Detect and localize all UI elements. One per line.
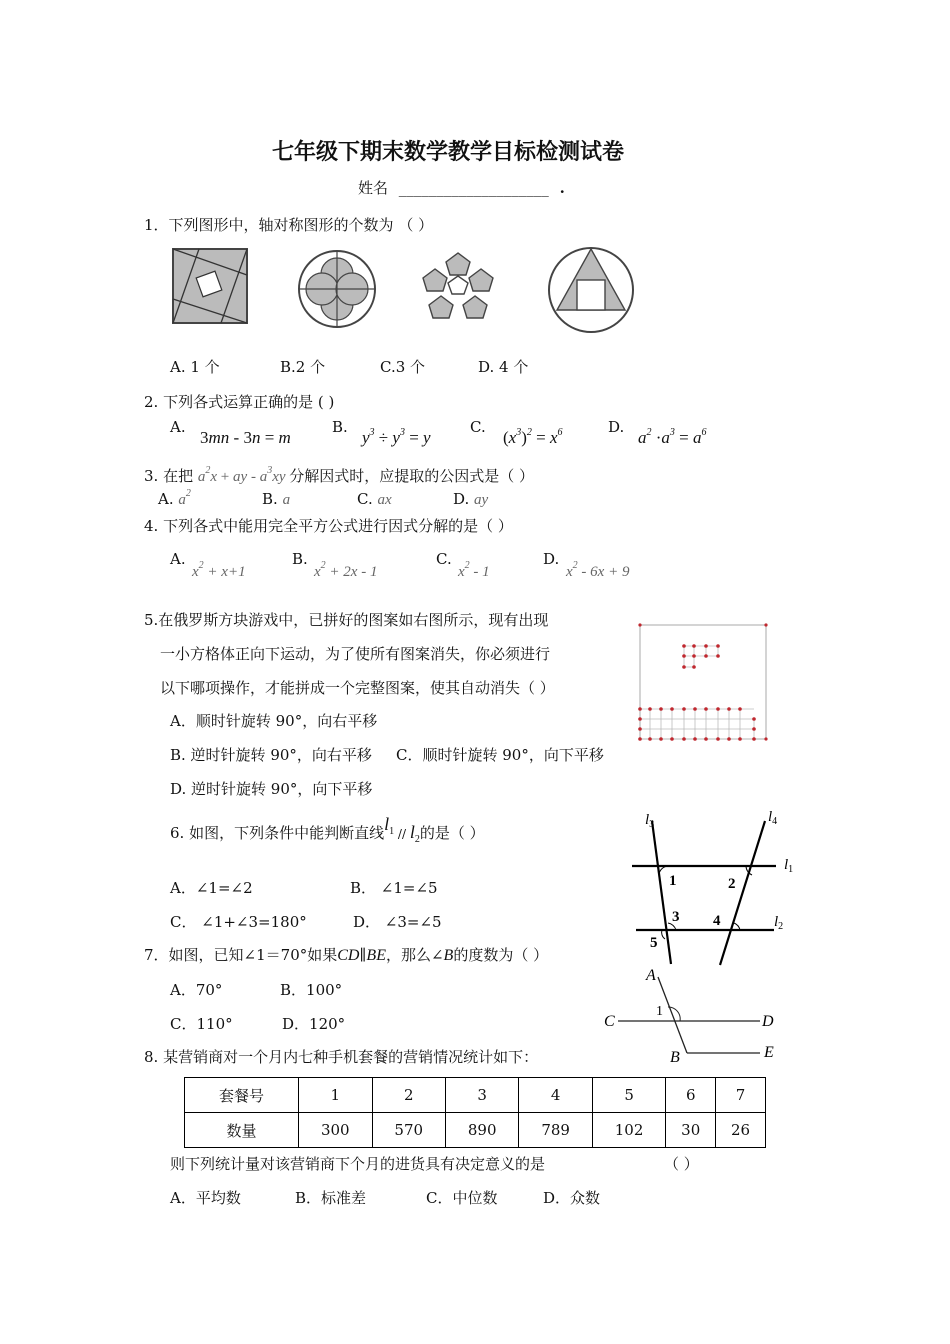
q3-option-a[interactable]: A. $a^2$ <box>158 488 191 508</box>
q3-option-c[interactable]: C. ax <box>357 490 392 508</box>
q1-option-c[interactable]: C.3 个 <box>380 358 426 376</box>
q6-parallel-lines-figure <box>628 805 800 970</box>
table-cell: 300 <box>299 1113 372 1148</box>
q2-label-b: B. <box>332 418 348 436</box>
table-header-cell: 7 <box>716 1078 766 1113</box>
q8-paren: （ ） <box>664 1155 699 1173</box>
q2-option-a[interactable]: 3mn - 3n = m <box>200 428 291 447</box>
table-cell: 789 <box>519 1113 592 1148</box>
q4-label-b: B. <box>292 550 308 568</box>
svg-text:D: D <box>762 1013 774 1030</box>
circle-petal-figure <box>299 251 375 327</box>
q1-option-a[interactable]: A. 1 个 <box>170 358 220 376</box>
table-header-cell: 4 <box>519 1078 592 1113</box>
square-pinwheel-figure <box>173 249 247 323</box>
svg-text:A: A <box>646 967 656 984</box>
angle-1-label: 1 <box>669 873 677 889</box>
table-header-cell: 3 <box>445 1078 518 1113</box>
q2-label-d: D. <box>608 418 625 436</box>
q1-stem: 1．下列图形中，轴对称图形的个数为 （ ） <box>144 216 434 234</box>
q2-option-c[interactable]: $(x^3)^2 = x^6$ <box>503 427 563 447</box>
q4-option-a[interactable]: $x^2 + x+1$ <box>192 560 246 580</box>
svg-text:l2: $l_2$ <box>774 914 784 932</box>
name-label: 姓名 <box>358 179 389 197</box>
angle-2-label: 2 <box>728 876 736 892</box>
table-header-cell: 1 <box>299 1078 372 1113</box>
sales-table <box>184 1077 766 1148</box>
svg-text:C: C <box>604 1013 615 1030</box>
angle-3-label: 3 <box>672 909 680 925</box>
q1-figures <box>165 243 645 335</box>
q7-stem: 7．如图，已知∠1＝70°如果CD∥BE，那么∠B的度数为（ ） <box>144 946 549 964</box>
q6-stem: 6. 如图，下列条件中能判断直线$l_1 // l_2$的是（ ） <box>170 814 485 845</box>
q8-stem: 8. 某营销商对一个月内七种手机套餐的营销情况统计如下： <box>144 1048 539 1066</box>
q6-option-c[interactable]: C． ∠1+∠3=180° <box>170 913 307 931</box>
q4-label-a: A. <box>170 550 186 568</box>
svg-text:l4: $l_4$ <box>768 809 778 827</box>
q4-option-d[interactable]: $x^2 - 6x + 9$ <box>566 560 630 580</box>
name-field[interactable] <box>358 177 565 198</box>
q5-option-a[interactable]: A．顺时针旋转 90°，向右平移 <box>170 712 378 730</box>
q8-option-d[interactable]: D．众数 <box>543 1189 601 1207</box>
q3-stem: 3. 在把 $a^2x$ + ay - $a^3xy$ 分解因式时，应提取的公因式是（ ） <box>144 465 535 485</box>
q3-option-b[interactable]: B. a <box>262 490 291 508</box>
svg-text:1: 1 <box>656 1004 663 1019</box>
q5-line3: 以下哪项操作，才能拼成一个完整图案，使其自动消失（ ） <box>160 679 555 697</box>
q4-label-c: C. <box>436 550 452 568</box>
q7-option-d[interactable]: D．120° <box>282 1015 346 1033</box>
svg-text:l3: $l_3$ <box>645 812 655 830</box>
q7-figure <box>600 962 785 1070</box>
svg-text:E: E <box>764 1044 774 1061</box>
q2-option-d[interactable]: $a^2 \cdot a^3 = a^6$ <box>638 427 707 447</box>
q7-option-c[interactable]: C．110° <box>170 1015 233 1033</box>
q2-stem: 2. 下列各式运算正确的是 ( ) <box>144 393 335 411</box>
pentagon-cluster-figure <box>423 253 493 318</box>
name-end: . <box>559 179 565 197</box>
q5-line2: 一小方格体正向下运动，为了使所有图案消失，你必须进行 <box>160 645 551 663</box>
q8-option-c[interactable]: C．中位数 <box>426 1189 498 1207</box>
table-cell: 30 <box>666 1113 716 1148</box>
q2-label-a: A. <box>170 418 186 436</box>
q5-option-d[interactable]: D. 逆时针旋转 90°，向下平移 <box>170 780 373 798</box>
tetris-figure <box>634 620 774 748</box>
svg-text:B: B <box>670 1049 680 1066</box>
table-cell: 570 <box>372 1113 445 1148</box>
q5-option-b[interactable]: B. 逆时针旋转 90°，向右平移 <box>170 746 372 764</box>
q6-option-d[interactable]: D． ∠3=∠5 <box>353 913 442 931</box>
table-header-cell: 6 <box>666 1078 716 1113</box>
name-blank[interactable]: ____________________ <box>398 179 549 197</box>
q4-option-b[interactable]: $x^2 + 2x - 1$ <box>314 560 378 580</box>
table-cell: 数量 <box>185 1113 299 1148</box>
table-header-cell: 5 <box>592 1078 665 1113</box>
table-cell: 102 <box>592 1113 665 1148</box>
q4-label-d: D. <box>543 550 560 568</box>
table-cell: 26 <box>716 1113 766 1148</box>
q5-option-c[interactable]: C．顺时针旋转 90°，向下平移 <box>396 746 604 764</box>
q8-option-a[interactable]: A．平均数 <box>170 1189 241 1207</box>
table-row <box>185 1113 766 1148</box>
q4-stem: 4. 下列各式中能用完全平方公式进行因式分解的是（ ） <box>144 517 513 535</box>
table-cell: 890 <box>445 1113 518 1148</box>
table-header-cell: 2 <box>372 1078 445 1113</box>
circle-triangle-square-figure <box>549 248 633 332</box>
angle-4-label: 4 <box>713 913 721 929</box>
page-title: 七年级下期末数学教学目标检测试卷 <box>272 140 625 165</box>
svg-text:l1: $l_1$ <box>784 857 794 875</box>
q5-line1: 5.在俄罗斯方块游戏中，已拼好的图案如右图所示，现有出现 <box>144 611 549 629</box>
q1-option-d[interactable]: D. 4 个 <box>478 358 529 376</box>
angle-5-label: 5 <box>650 935 658 951</box>
q4-option-c[interactable]: $x^2 - 1$ <box>458 560 490 580</box>
q1-option-b[interactable]: B.2 个 <box>280 358 326 376</box>
q7-option-a[interactable]: A．70° <box>170 981 223 999</box>
table-header-cell: 套餐号 <box>185 1078 299 1113</box>
q6-option-a[interactable]: A．∠1=∠2 <box>170 879 253 897</box>
q3-option-d[interactable]: D. ay <box>453 490 489 508</box>
table-row <box>185 1078 766 1113</box>
q7-option-b[interactable]: B．100° <box>280 981 343 999</box>
q2-option-b[interactable]: $y^3 \div y^3 = y$ <box>362 427 431 447</box>
q6-option-b[interactable]: B． ∠1=∠5 <box>350 879 438 897</box>
q2-label-c: C. <box>470 418 486 436</box>
q3-stem-expression: $a^2x$ + ay - $a^3xy$ <box>197 465 286 485</box>
q8-option-b[interactable]: B．标准差 <box>295 1189 367 1207</box>
q8-question: 则下列统计量对该营销商下个月的进货具有决定意义的是 <box>170 1155 546 1173</box>
